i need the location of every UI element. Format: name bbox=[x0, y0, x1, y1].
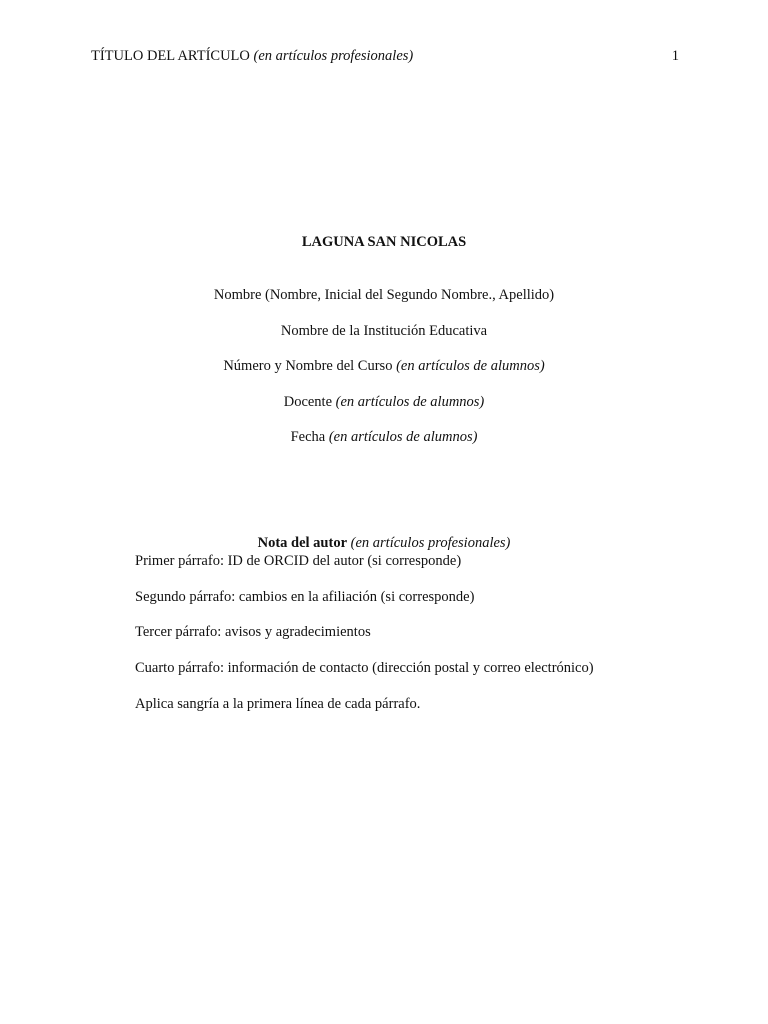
author-note-heading bbox=[0, 533, 768, 553]
author-note-heading-text: Nota del autor bbox=[257, 535, 348, 551]
date-note: (en artículos de alumnos) bbox=[328, 429, 478, 445]
page-number: 1 bbox=[671, 48, 679, 64]
running-head bbox=[91, 46, 679, 66]
running-head-title-text: TÍTULO DEL ARTÍCULO bbox=[91, 48, 250, 64]
author-note-paragraph-4: Cuarto párrafo: información de contacto (dirección postal y correo electrónico) bbox=[135, 660, 594, 676]
instructor-line bbox=[0, 392, 768, 412]
instructor-text: Docente bbox=[283, 394, 333, 410]
running-head-title bbox=[91, 46, 413, 66]
institution-line: Nombre de la Institución Educativa bbox=[280, 323, 488, 339]
author-note-heading-note: (en artículos profesionales) bbox=[350, 535, 511, 551]
course-note: (en artículos de alumnos) bbox=[396, 358, 545, 374]
author-note-paragraph-5: Aplica sangría a la primera línea de cada párrafo. bbox=[135, 696, 421, 712]
instructor-note: (en artículos de alumnos) bbox=[335, 394, 485, 410]
author-name-line: Nombre (Nombre, Inicial del Segundo Nombre., Apellido) bbox=[213, 287, 555, 303]
course-line bbox=[0, 356, 768, 376]
author-note-paragraph-1: Primer párrafo: ID de ORCID del autor (si corresponde) bbox=[135, 553, 462, 569]
date-line bbox=[0, 427, 768, 447]
running-head-title-note: (en artículos profesionales) bbox=[253, 48, 414, 64]
author-note-paragraph-2: Segundo párrafo: cambios en la afiliación (si corresponde) bbox=[135, 589, 475, 605]
paper-title: LAGUNA SAN NICOLAS bbox=[301, 234, 467, 250]
course-text: Número y Nombre del Curso bbox=[223, 358, 393, 374]
author-note-paragraph-3: Tercer párrafo: avisos y agradecimientos bbox=[135, 624, 371, 640]
date-text: Fecha bbox=[290, 429, 326, 445]
